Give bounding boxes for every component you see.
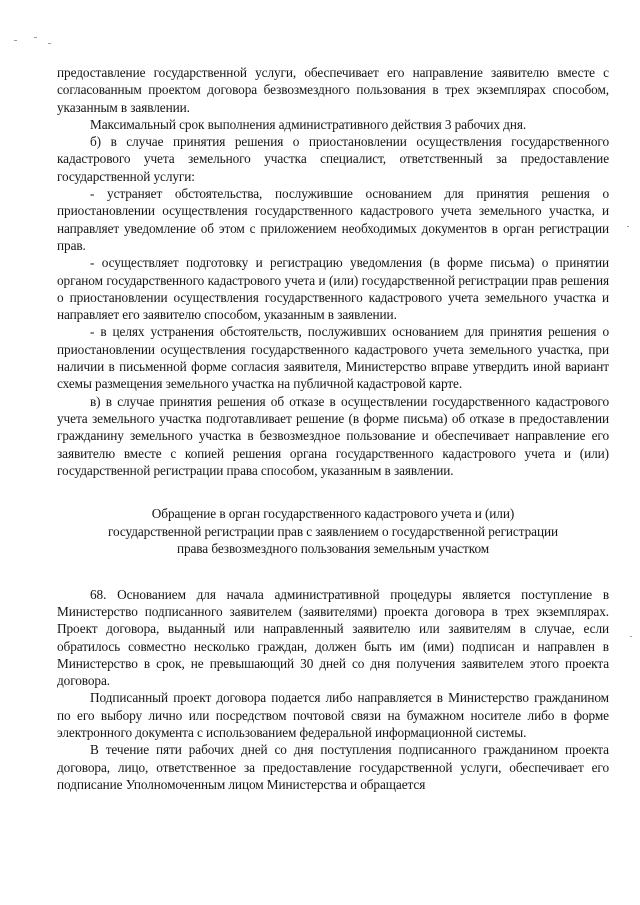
paragraph-item-v: в) в случае принятия решения об отказе в осуществлении государственного кадастрового учета земельного участка подготавливает решение (в форме письма) об отказе в предоставлении гражданину земельного участка в безвозмездное пользование и обеспечивает направление его заявителю вместе с копией решения органа государственного кадастрового учета и (или) государственной регистрации права способом, указанным в заявлении.: [57, 393, 609, 478]
scan-speck: [630, 636, 632, 637]
scan-speck: [14, 40, 17, 41]
paragraph-bullet-notification: - осуществляет подготовку и регистрацию уведомления (в форме письма) о принятии органом государственного кадастрового учета и (или) государственной регистрации прав решения о приостановлении осуществления государственного кадастрового учета земельного участка и направляет его заявителю способом, указанным в заявлении.: [57, 255, 609, 323]
paragraph-68: 68. Основанием для начала административной процедуры является поступление в Министерство подписанного заявителем (заявителями) проекта договора в трех экземплярах. Проект договора, выданный или направленный заявителю или заявителям в случае, если обратилось совместно несколько граждан, должен быть им (ими) подписан и направлен в Министерство в срок, не превышающий 30 дней со дня получения заявителем этого проекта договора.: [57, 586, 609, 689]
scan-speck: [34, 37, 37, 38]
paragraph-bullet-eliminates: - устраняет обстоятельства, послужившие основанием для принятия решения о приостановлении осуществления государственного кадастрового учета земельного участка, и направляет уведомление об этом с приложением необходимых документов в орган регистрации прав.: [57, 186, 609, 253]
paragraph-item-b: б) в случае принятия решения о приостановлении осуществления государственного кадастрового учета земельного участка специалист, ответственный за предоставление государственной услуги:: [57, 134, 609, 184]
paragraph-signed-draft: Подписанный проект договора подается либо направляется в Министерство гражданином по его выбору лично или посредством почтовой связи на бумажном носителе либо в форме электронного документа с использованием федеральной информационной системы.: [57, 690, 609, 740]
paragraph-bullet-alternative-scheme: - в целях устранения обстоятельств, послуживших основанием для принятия решения о приостановлении осуществления государственного кадастрового учета земельного участка, при наличии в письменной форме согласия заявителя, Министерство вправе утвердить иной вариант схемы размещения земельного участка на публичной кадастровой карте.: [57, 324, 609, 392]
scan-speck: [48, 43, 51, 44]
scan-speck: [627, 226, 629, 227]
document-body: [57, 64, 609, 793]
section-heading-line: государственной регистрации прав с заявлением о государственной регистрации: [107, 523, 559, 539]
paragraph-five-days: В течение пяти рабочих дней со дня поступления подписанного гражданином проекта договора, лицо, ответственное за предоставление государственной услуги, обеспечивает его подписание Уполномоченным лицом Министерства и обращается: [57, 742, 609, 792]
paragraph-max-term: Максимальный срок выполнения административного действия 3 рабочих дня.: [90, 116, 527, 132]
section-heading-line: Обращение в орган государственного кадастрового учета и (или): [151, 506, 515, 522]
paragraph-continuation: предоставление государственной услуги, обеспечивает его направление заявителю вместе с согласованным проектом договора безвозмездного пользования в трех экземплярах способом, указанным в заявлении.: [57, 65, 609, 115]
section-heading-line: права безвозмездного пользования земельным участком: [176, 541, 490, 557]
section-heading: [57, 505, 609, 558]
